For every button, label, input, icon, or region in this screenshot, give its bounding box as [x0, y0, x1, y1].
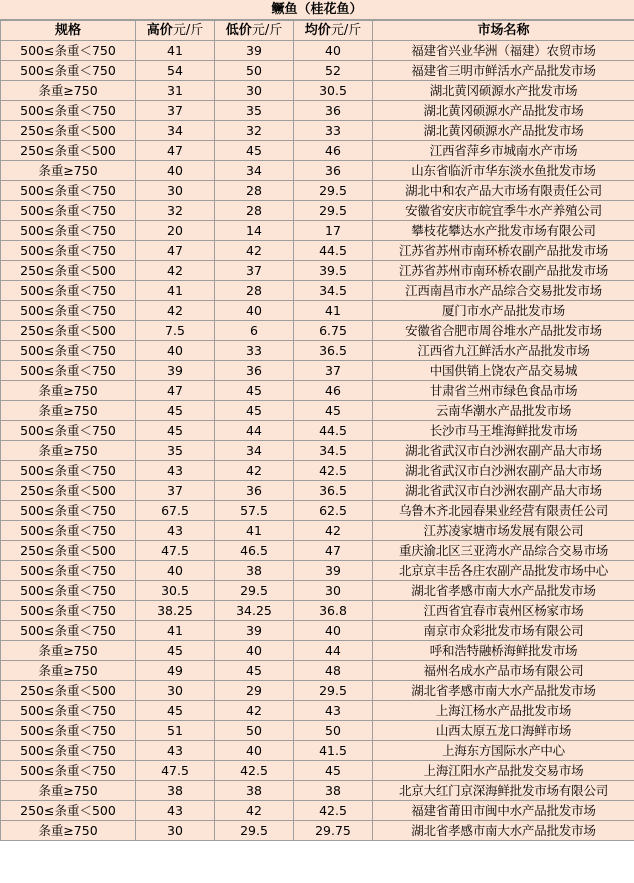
- cell-avg-price: 40: [294, 41, 373, 61]
- header-spec-label: 规格: [54, 23, 81, 38]
- table-row: [1, 41, 634, 61]
- cell-low-price: 29.5: [215, 821, 294, 841]
- cell-avg-price: 44.5: [294, 421, 373, 441]
- cell-high-price: 45: [136, 701, 215, 721]
- cell-market-name: 中国供销上饶农产品交易城: [373, 361, 634, 381]
- cell-spec: 500≤条重＜750: [1, 181, 136, 201]
- table-row: [1, 81, 634, 101]
- sheet-title: 鳜鱼（桂花鱼）: [0, 0, 634, 20]
- cell-market-name: 福建省莆田市闽中水产品批发市场: [373, 801, 634, 821]
- table-row: [1, 781, 634, 801]
- cell-spec: 500≤条重＜750: [1, 221, 136, 241]
- table-row: [1, 661, 634, 681]
- cell-low-price: 50: [215, 721, 294, 741]
- cell-high-price: 45: [136, 421, 215, 441]
- cell-market-name: 江苏省苏州市南环桥农副产品批发市场: [373, 261, 634, 281]
- cell-avg-price: 62.5: [294, 501, 373, 521]
- cell-spec: 500≤条重＜750: [1, 421, 136, 441]
- cell-high-price: 47.5: [136, 761, 215, 781]
- cell-market-name: 江西省九江鲜活水产品批发市场: [373, 341, 634, 361]
- cell-low-price: 33: [215, 341, 294, 361]
- header-high: [136, 21, 215, 41]
- cell-low-price: 32: [215, 121, 294, 141]
- cell-avg-price: 50: [294, 721, 373, 741]
- cell-low-price: 50: [215, 61, 294, 81]
- cell-spec: 500≤条重＜750: [1, 601, 136, 621]
- cell-spec: 250≤条重＜500: [1, 681, 136, 701]
- cell-low-price: 14: [215, 221, 294, 241]
- cell-spec: 条重≥750: [1, 441, 136, 461]
- cell-avg-price: 36: [294, 101, 373, 121]
- table-row: [1, 421, 634, 441]
- cell-market-name: 江苏省苏州市南环桥农副产品批发市场: [373, 241, 634, 261]
- cell-market-name: 云南华潮水产品批发市场: [373, 401, 634, 421]
- table-row: [1, 201, 634, 221]
- cell-avg-price: 30.5: [294, 81, 373, 101]
- header-spec: [1, 21, 136, 41]
- cell-high-price: 42: [136, 261, 215, 281]
- table-body: [1, 41, 634, 841]
- cell-low-price: 42.5: [215, 761, 294, 781]
- cell-market-name: 湖北省孝感市南大水产品批发市场: [373, 821, 634, 841]
- table-row: [1, 141, 634, 161]
- cell-market-name: 湖北省孝感市南大水产品批发市场: [373, 581, 634, 601]
- cell-low-price: 42: [215, 461, 294, 481]
- cell-low-price: 28: [215, 181, 294, 201]
- cell-spec: 500≤条重＜750: [1, 721, 136, 741]
- cell-spec: 条重≥750: [1, 821, 136, 841]
- cell-market-name: 福建省兴业华洲（福建）农贸市场: [373, 41, 634, 61]
- table-row: [1, 741, 634, 761]
- cell-market-name: 江西省宜春市袁州区杨家市场: [373, 601, 634, 621]
- cell-avg-price: 38: [294, 781, 373, 801]
- cell-spec: 500≤条重＜750: [1, 461, 136, 481]
- cell-market-name: 湖北省武汉市白沙洲农副产品大市场: [373, 441, 634, 461]
- cell-low-price: 34: [215, 161, 294, 181]
- cell-market-name: 湖北黄冈硕源水产品批发市场: [373, 121, 634, 141]
- header-low: [215, 21, 294, 41]
- cell-market-name: 厦门市水产品批发市场: [373, 301, 634, 321]
- cell-spec: 250≤条重＜500: [1, 481, 136, 501]
- cell-market-name: 福建省三明市鲜活水产品批发市场: [373, 61, 634, 81]
- header-high-unit: 元/斤: [172, 23, 204, 38]
- cell-high-price: 40: [136, 161, 215, 181]
- cell-market-name: 山东省临沂市华东淡水鱼批发市场: [373, 161, 634, 181]
- cell-low-price: 44: [215, 421, 294, 441]
- cell-spec: 250≤条重＜500: [1, 801, 136, 821]
- cell-low-price: 57.5: [215, 501, 294, 521]
- cell-spec: 500≤条重＜750: [1, 101, 136, 121]
- cell-low-price: 37: [215, 261, 294, 281]
- table-row: [1, 641, 634, 661]
- table-row: [1, 521, 634, 541]
- cell-avg-price: 29.5: [294, 181, 373, 201]
- cell-market-name: 北京大红门京深海鲜批发市场有限公司: [373, 781, 634, 801]
- table-row: [1, 301, 634, 321]
- cell-spec: 250≤条重＜500: [1, 321, 136, 341]
- cell-spec: 条重≥750: [1, 81, 136, 101]
- table-row: [1, 761, 634, 781]
- table-row: [1, 381, 634, 401]
- cell-low-price: 29: [215, 681, 294, 701]
- cell-spec: 条重≥750: [1, 381, 136, 401]
- table-row: [1, 681, 634, 701]
- header-low-label: 低价: [225, 23, 252, 38]
- cell-low-price: 28: [215, 281, 294, 301]
- cell-low-price: 30: [215, 81, 294, 101]
- cell-high-price: 30: [136, 821, 215, 841]
- cell-high-price: 45: [136, 641, 215, 661]
- cell-spec: 500≤条重＜750: [1, 41, 136, 61]
- cell-low-price: 45: [215, 381, 294, 401]
- header-avg: [294, 21, 373, 41]
- table-row: [1, 101, 634, 121]
- cell-low-price: 45: [215, 401, 294, 421]
- cell-avg-price: 29.5: [294, 681, 373, 701]
- cell-high-price: 41: [136, 621, 215, 641]
- cell-spec: 条重≥750: [1, 161, 136, 181]
- cell-avg-price: 36.5: [294, 481, 373, 501]
- cell-low-price: 39: [215, 41, 294, 61]
- cell-market-name: 重庆渝北区三亚湾水产品综合交易市场: [373, 541, 634, 561]
- cell-avg-price: 48: [294, 661, 373, 681]
- cell-high-price: 38: [136, 781, 215, 801]
- cell-low-price: 40: [215, 641, 294, 661]
- cell-spec: 条重≥750: [1, 641, 136, 661]
- table-row: [1, 621, 634, 641]
- table-row: [1, 561, 634, 581]
- cell-high-price: 47: [136, 241, 215, 261]
- table-row: [1, 481, 634, 501]
- cell-avg-price: 34.5: [294, 441, 373, 461]
- cell-market-name: 长沙市马王堆海鲜批发市场: [373, 421, 634, 441]
- table-row: [1, 541, 634, 561]
- cell-spec: 500≤条重＜750: [1, 61, 136, 81]
- cell-avg-price: 39.5: [294, 261, 373, 281]
- cell-market-name: 呼和浩特融桥海鲜批发市场: [373, 641, 634, 661]
- cell-high-price: 51: [136, 721, 215, 741]
- cell-low-price: 40: [215, 301, 294, 321]
- cell-avg-price: 37: [294, 361, 373, 381]
- cell-market-name: 湖北黄冈硕源水产品批发市场: [373, 101, 634, 121]
- cell-avg-price: 6.75: [294, 321, 373, 341]
- cell-high-price: 41: [136, 41, 215, 61]
- cell-avg-price: 46: [294, 381, 373, 401]
- cell-market-name: 北京京丰岳各庄农副产品批发市场中心: [373, 561, 634, 581]
- cell-low-price: 42: [215, 241, 294, 261]
- table-row: [1, 581, 634, 601]
- cell-avg-price: 41: [294, 301, 373, 321]
- cell-low-price: 35: [215, 101, 294, 121]
- cell-spec: 250≤条重＜500: [1, 261, 136, 281]
- cell-low-price: 42: [215, 801, 294, 821]
- cell-high-price: 49: [136, 661, 215, 681]
- table-row: [1, 321, 634, 341]
- cell-market-name: 上海江杨水产品批发市场: [373, 701, 634, 721]
- cell-low-price: 45: [215, 661, 294, 681]
- table-row: [1, 501, 634, 521]
- cell-market-name: 江西南昌市水产品综合交易批发市场: [373, 281, 634, 301]
- cell-low-price: 38: [215, 781, 294, 801]
- cell-avg-price: 17: [294, 221, 373, 241]
- cell-spec: 500≤条重＜750: [1, 521, 136, 541]
- cell-high-price: 42: [136, 301, 215, 321]
- cell-avg-price: 44.5: [294, 241, 373, 261]
- table-row: [1, 121, 634, 141]
- table-row: [1, 61, 634, 81]
- cell-market-name: 上海江阳水产品批发交易市场: [373, 761, 634, 781]
- cell-spec: 500≤条重＜750: [1, 761, 136, 781]
- table-row: [1, 801, 634, 821]
- cell-avg-price: 29.75: [294, 821, 373, 841]
- cell-spec: 500≤条重＜750: [1, 341, 136, 361]
- cell-low-price: 45: [215, 141, 294, 161]
- cell-high-price: 67.5: [136, 501, 215, 521]
- cell-high-price: 40: [136, 561, 215, 581]
- cell-high-price: 47.5: [136, 541, 215, 561]
- cell-high-price: 30.5: [136, 581, 215, 601]
- cell-market-name: 南京市众彩批发市场有限公司: [373, 621, 634, 641]
- cell-spec: 500≤条重＜750: [1, 301, 136, 321]
- cell-spec: 500≤条重＜750: [1, 741, 136, 761]
- cell-avg-price: 41.5: [294, 741, 373, 761]
- cell-spec: 250≤条重＜500: [1, 121, 136, 141]
- table-row: [1, 441, 634, 461]
- cell-avg-price: 46: [294, 141, 373, 161]
- cell-avg-price: 36: [294, 161, 373, 181]
- cell-high-price: 37: [136, 101, 215, 121]
- table-row: [1, 701, 634, 721]
- cell-low-price: 41: [215, 521, 294, 541]
- cell-high-price: 43: [136, 461, 215, 481]
- cell-avg-price: 40: [294, 621, 373, 641]
- price-table: [0, 20, 634, 841]
- table-row: [1, 341, 634, 361]
- cell-low-price: 40: [215, 741, 294, 761]
- cell-high-price: 54: [136, 61, 215, 81]
- table-row: [1, 241, 634, 261]
- cell-avg-price: 42.5: [294, 461, 373, 481]
- cell-spec: 500≤条重＜750: [1, 701, 136, 721]
- cell-high-price: 45: [136, 401, 215, 421]
- cell-spec: 500≤条重＜750: [1, 201, 136, 221]
- cell-market-name: 湖北省武汉市白沙洲农副产品大市场: [373, 481, 634, 501]
- cell-high-price: 43: [136, 741, 215, 761]
- cell-spec: 250≤条重＜500: [1, 541, 136, 561]
- table-row: [1, 461, 634, 481]
- cell-high-price: 7.5: [136, 321, 215, 341]
- cell-high-price: 38.25: [136, 601, 215, 621]
- cell-high-price: 37: [136, 481, 215, 501]
- table-row: [1, 281, 634, 301]
- cell-spec: 条重≥750: [1, 781, 136, 801]
- cell-avg-price: 36.8: [294, 601, 373, 621]
- cell-low-price: 34: [215, 441, 294, 461]
- cell-spec: 500≤条重＜750: [1, 501, 136, 521]
- cell-avg-price: 45: [294, 401, 373, 421]
- cell-high-price: 31: [136, 81, 215, 101]
- cell-low-price: 38: [215, 561, 294, 581]
- header-row: [1, 21, 634, 41]
- cell-high-price: 30: [136, 681, 215, 701]
- cell-avg-price: 47: [294, 541, 373, 561]
- cell-avg-price: 45: [294, 761, 373, 781]
- cell-low-price: 39: [215, 621, 294, 641]
- table-row: [1, 361, 634, 381]
- cell-low-price: 34.25: [215, 601, 294, 621]
- header-avg-unit: 元/斤: [330, 23, 362, 38]
- table-row: [1, 161, 634, 181]
- cell-high-price: 41: [136, 281, 215, 301]
- cell-market-name: 安徽省安庆市皖宜季牛水产养殖公司: [373, 201, 634, 221]
- cell-high-price: 47: [136, 141, 215, 161]
- table-row: [1, 221, 634, 241]
- cell-spec: 250≤条重＜500: [1, 141, 136, 161]
- table-row: [1, 821, 634, 841]
- cell-avg-price: 42.5: [294, 801, 373, 821]
- cell-low-price: 46.5: [215, 541, 294, 561]
- cell-market-name: 山西太原五龙口海鲜市场: [373, 721, 634, 741]
- cell-market-name: 上海东方国际水产中心: [373, 741, 634, 761]
- cell-avg-price: 52: [294, 61, 373, 81]
- cell-low-price: 6: [215, 321, 294, 341]
- cell-market-name: 江西省萍乡市城南水产市场: [373, 141, 634, 161]
- table-row: [1, 401, 634, 421]
- cell-avg-price: 30: [294, 581, 373, 601]
- table-row: [1, 181, 634, 201]
- cell-high-price: 47: [136, 381, 215, 401]
- cell-high-price: 43: [136, 801, 215, 821]
- cell-high-price: 39: [136, 361, 215, 381]
- cell-avg-price: 34.5: [294, 281, 373, 301]
- header-market: [373, 21, 634, 41]
- table-row: [1, 721, 634, 741]
- cell-spec: 500≤条重＜750: [1, 621, 136, 641]
- cell-low-price: 36: [215, 361, 294, 381]
- cell-market-name: 乌鲁木齐北园春果业经营有限责任公司: [373, 501, 634, 521]
- cell-avg-price: 36.5: [294, 341, 373, 361]
- cell-market-name: 江苏凌家塘市场发展有限公司: [373, 521, 634, 541]
- cell-market-name: 安徽省合肥市周谷堆水产品批发市场: [373, 321, 634, 341]
- cell-spec: 500≤条重＜750: [1, 361, 136, 381]
- cell-avg-price: 39: [294, 561, 373, 581]
- cell-high-price: 20: [136, 221, 215, 241]
- cell-high-price: 40: [136, 341, 215, 361]
- cell-spec: 500≤条重＜750: [1, 241, 136, 261]
- cell-spec: 500≤条重＜750: [1, 561, 136, 581]
- cell-market-name: 福州名成水产品市场有限公司: [373, 661, 634, 681]
- cell-high-price: 35: [136, 441, 215, 461]
- table-row: [1, 261, 634, 281]
- cell-spec: 500≤条重＜750: [1, 581, 136, 601]
- cell-avg-price: 43: [294, 701, 373, 721]
- cell-avg-price: 42: [294, 521, 373, 541]
- cell-market-name: 湖北省武汉市白沙洲农副产品大市场: [373, 461, 634, 481]
- cell-low-price: 36: [215, 481, 294, 501]
- cell-low-price: 42: [215, 701, 294, 721]
- cell-spec: 条重≥750: [1, 661, 136, 681]
- cell-high-price: 43: [136, 521, 215, 541]
- cell-high-price: 34: [136, 121, 215, 141]
- cell-high-price: 30: [136, 181, 215, 201]
- header-market-label: 市场名称: [477, 23, 530, 38]
- table-row: [1, 601, 634, 621]
- header-high-label: 高价: [146, 23, 173, 38]
- cell-avg-price: 44: [294, 641, 373, 661]
- cell-low-price: 28: [215, 201, 294, 221]
- cell-market-name: 攀枝花攀达水产批发市场有限公司: [373, 221, 634, 241]
- cell-market-name: 甘肃省兰州市绿色食品市场: [373, 381, 634, 401]
- cell-avg-price: 29.5: [294, 201, 373, 221]
- cell-high-price: 32: [136, 201, 215, 221]
- cell-market-name: 湖北省孝感市南大水产品批发市场: [373, 681, 634, 701]
- cell-market-name: 湖北中和农产品大市场有限责任公司: [373, 181, 634, 201]
- header-avg-label: 均价: [304, 23, 331, 38]
- cell-spec: 条重≥750: [1, 401, 136, 421]
- header-low-unit: 元/斤: [251, 23, 283, 38]
- cell-avg-price: 33: [294, 121, 373, 141]
- cell-low-price: 29.5: [215, 581, 294, 601]
- cell-spec: 500≤条重＜750: [1, 281, 136, 301]
- cell-market-name: 湖北黄冈硕源水产批发市场: [373, 81, 634, 101]
